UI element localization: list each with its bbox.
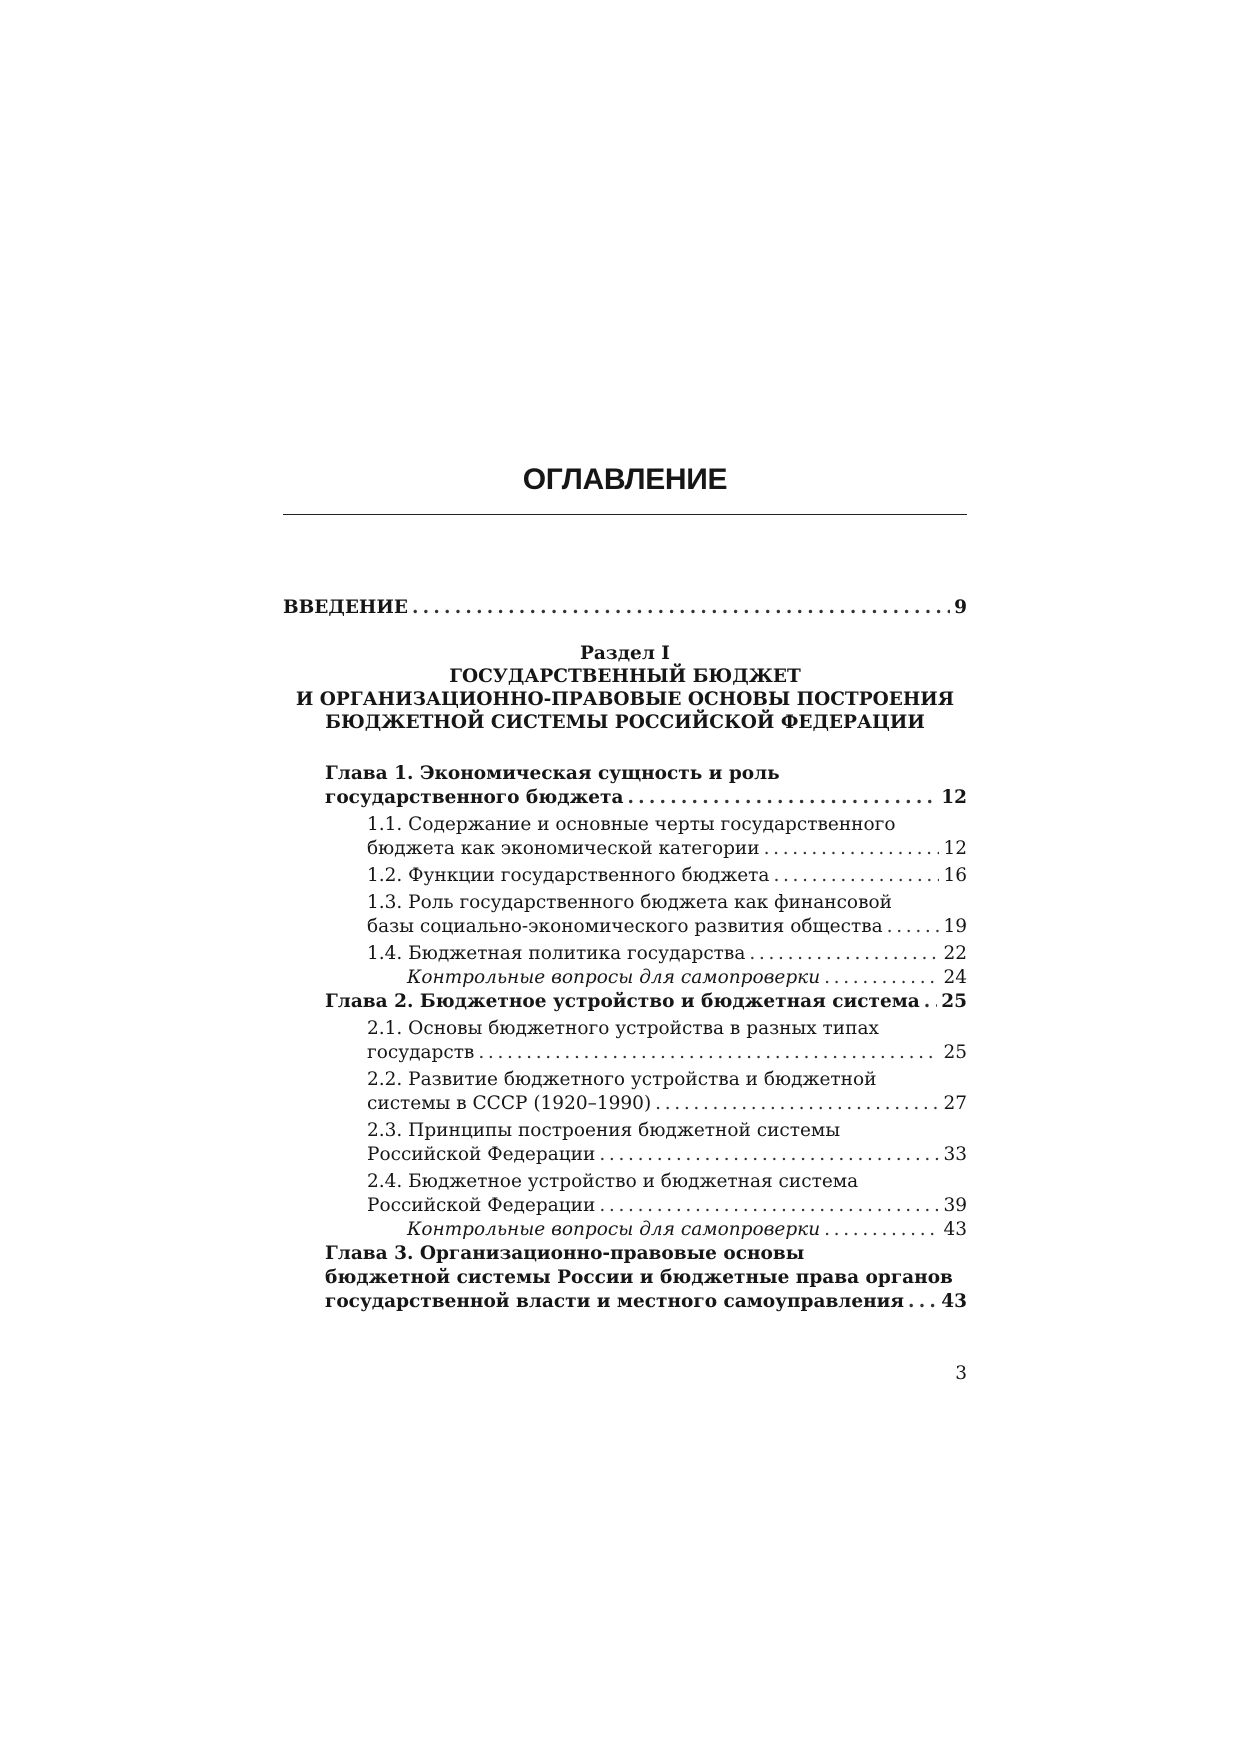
toc-subsection-2-3[interactable] xyxy=(283,1119,967,1167)
section-title-line: БЮДЖЕТНОЙ СИСТЕМЫ РОССИЙСКОЙ ФЕДЕРАЦИИ xyxy=(325,712,925,733)
chapter-title-line: Глава 3. Организационно-правовые основы xyxy=(325,1243,805,1264)
toc-subsection-1-1[interactable] xyxy=(283,813,967,861)
subsection-title-line: 2.2. Развитие бюджетного устройства и бюджетной xyxy=(367,1069,877,1090)
toc-chapter-2[interactable] xyxy=(283,990,967,1014)
chapter-title-line: государственной власти и местного самоуправления xyxy=(325,1291,905,1312)
dot-leader xyxy=(478,1041,939,1065)
toc-page-number: 12 xyxy=(943,838,967,859)
toc-chapter-3[interactable] xyxy=(283,1242,967,1314)
toc-page-number: 25 xyxy=(941,991,967,1012)
toc-entry-title: ВВЕДЕНИЕ xyxy=(283,597,408,618)
chapter-title-line: бюджетной системы России и бюджетные права органов xyxy=(325,1267,953,1288)
toc-page-number: 39 xyxy=(943,1195,967,1216)
subsection-title-line: 2.4. Бюджетное устройство и бюджетная система xyxy=(367,1171,859,1192)
section-heading xyxy=(283,642,967,734)
toc-page-number: 25 xyxy=(943,1042,967,1063)
dot-leader xyxy=(773,864,939,888)
dot-leader xyxy=(824,966,939,990)
dot-leader xyxy=(908,1290,937,1314)
subsection-title-line: 1.3. Роль государственного бюджета как финансовой xyxy=(367,892,892,913)
toc-page-number: 22 xyxy=(943,943,967,964)
subsection-title-line: Российской Федерации xyxy=(367,1195,596,1216)
section-title-line: И ОРГАНИЗАЦИОННО-ПРАВОВЫЕ ОСНОВЫ ПОСТРОЕНИЯ xyxy=(295,689,955,710)
toc-review-questions-1[interactable] xyxy=(283,966,967,990)
toc-review-questions-2[interactable] xyxy=(283,1218,967,1242)
toc-subsection-2-1[interactable] xyxy=(283,1017,967,1065)
toc-page-number: 19 xyxy=(943,916,967,937)
chapter-title-line: Глава 2. Бюджетное устройство и бюджетная система xyxy=(325,991,920,1012)
dot-leader xyxy=(924,990,937,1014)
toc-subsection-1-2[interactable] xyxy=(283,864,967,888)
toc-subsection-1-4[interactable] xyxy=(283,942,967,966)
toc-page-number: 16 xyxy=(943,865,967,886)
toc-page-number: 27 xyxy=(943,1093,967,1114)
toc-subsection-2-4[interactable] xyxy=(283,1170,967,1218)
subsection-title-line: 1.2. Функции государственного бюджета xyxy=(367,865,770,886)
page-title: ОГЛАВЛЕНИЕ xyxy=(522,463,728,496)
chapter-title-line: государственного бюджета xyxy=(325,787,624,808)
toc-page-number: 24 xyxy=(943,967,967,988)
subsection-title-line: 1.1. Содержание и основные черты государственного xyxy=(367,814,896,835)
subsection-title-line: 1.4. Бюджетная политика государства xyxy=(367,943,746,964)
section-label: Раздел I xyxy=(580,643,670,664)
toc-subsection-1-3[interactable] xyxy=(283,891,967,939)
toc-page-number: 9 xyxy=(954,597,967,618)
toc-page-number: 43 xyxy=(941,1291,967,1312)
subsection-title-line: 2.3. Принципы построения бюджетной системы xyxy=(367,1120,841,1141)
title-rule xyxy=(283,514,967,515)
review-questions-title: Контрольные вопросы для самопроверки xyxy=(407,967,821,988)
subsection-title-line: базы социально-экономического развития общества xyxy=(367,916,883,937)
subsection-title-line: 2.1. Основы бюджетного устройства в разных типах xyxy=(367,1018,879,1039)
review-questions-title: Контрольные вопросы для самопроверки xyxy=(407,1219,821,1240)
toc-page-number: 12 xyxy=(941,787,967,808)
toc-chapter-1[interactable] xyxy=(283,762,967,810)
dot-leader xyxy=(824,1218,939,1242)
toc-page-number: 33 xyxy=(943,1144,967,1165)
dot-leader xyxy=(764,837,940,861)
dot-leader xyxy=(599,1143,939,1167)
subsection-title-line: системы в СССР (1920–1990) xyxy=(367,1093,652,1114)
section-title-line: ГОСУДАРСТВЕННЫЙ БЮДЖЕТ xyxy=(449,666,801,687)
toc-entry-intro[interactable] xyxy=(283,596,967,620)
dot-leader xyxy=(749,942,939,966)
subsection-title-line: государств xyxy=(367,1042,475,1063)
table-of-contents xyxy=(283,596,967,1314)
page-number: 3 xyxy=(955,1363,967,1384)
toc-page-number: 43 xyxy=(943,1219,967,1240)
subsection-title-line: Российской Федерации xyxy=(367,1144,596,1165)
dot-leader xyxy=(412,596,950,620)
dot-leader xyxy=(887,915,940,939)
toc-subsection-2-2[interactable] xyxy=(283,1068,967,1116)
chapter-title-line: Глава 1. Экономическая сущность и роль xyxy=(325,763,780,784)
dot-leader xyxy=(627,786,937,810)
subsection-title-line: бюджета как экономической категории xyxy=(367,838,760,859)
dot-leader xyxy=(599,1194,939,1218)
dot-leader xyxy=(655,1092,939,1116)
